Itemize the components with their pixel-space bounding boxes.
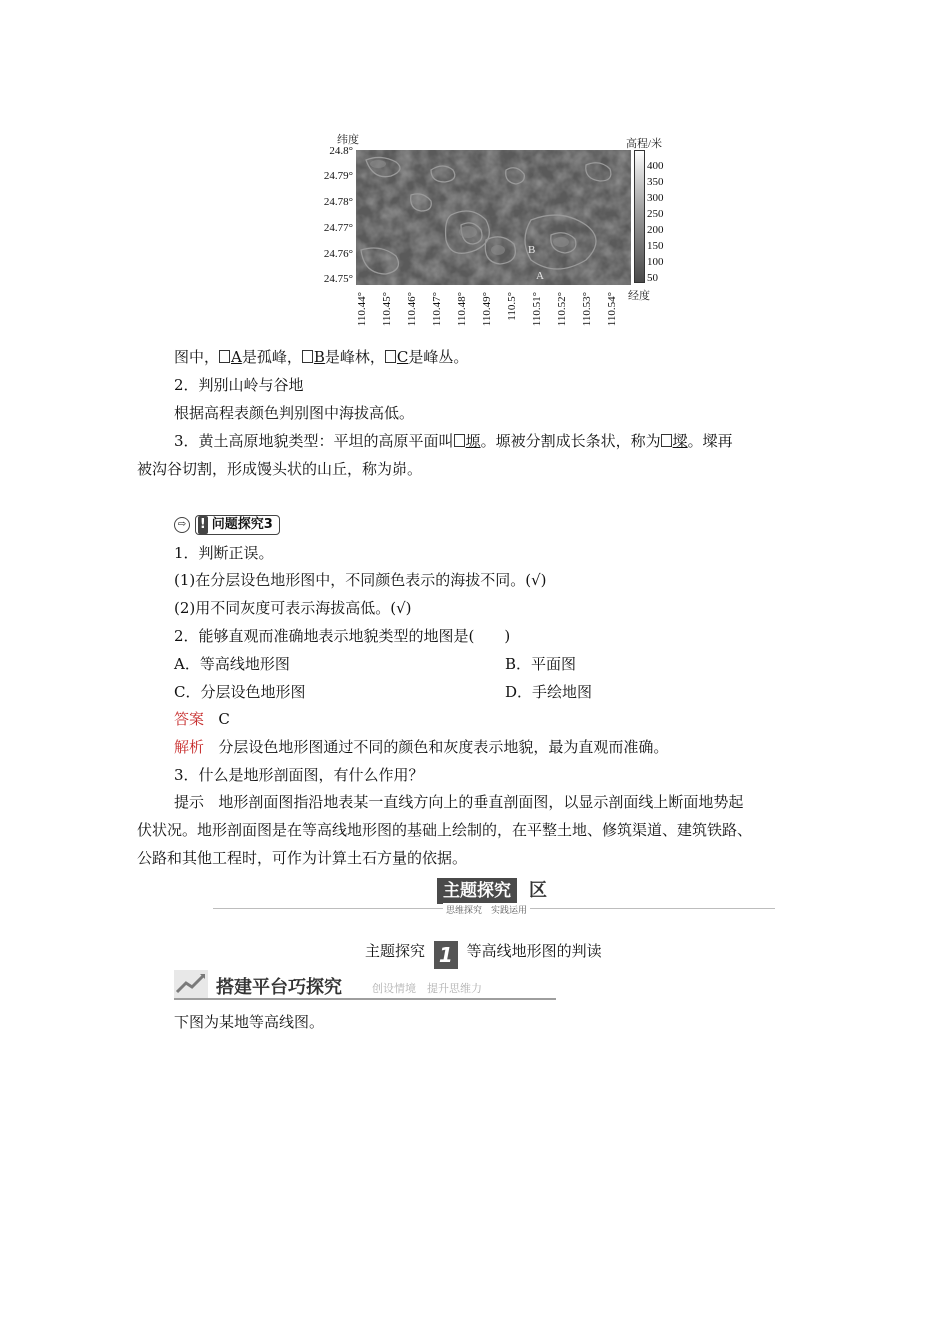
question-2: 2．能够直观而准确地表示地貌类型的地图是( ): [174, 627, 511, 645]
banner-subtitle: 思维探究 实践运用: [443, 903, 530, 916]
answer-label: 答案: [174, 710, 205, 728]
y-tick: 24.79°: [323, 170, 353, 182]
x-tick: 110.5°: [506, 292, 518, 321]
section-underline: [174, 998, 556, 1000]
x-axis-label: 经度: [628, 290, 650, 302]
question-1-2: (2)用不同灰度可表示海拔高低。(√): [174, 599, 412, 617]
y-tick: 24.75°: [323, 273, 353, 285]
legend-label: 150: [647, 240, 664, 252]
legend-label: 200: [647, 224, 664, 236]
x-tick: 110.45°: [381, 292, 393, 327]
hint-line3: 公路和其他工程时，可作为计算土石方量的依据。: [137, 849, 468, 867]
explanation-text: 分层设色地形图通过不同的颜色和灰度表示地貌，最为直观而准确。: [218, 738, 669, 756]
trend-chart-icon: [174, 970, 208, 998]
caption-text: 是孤峰，: [241, 348, 302, 366]
answer-blank-a: A: [219, 348, 242, 366]
item-3-text: 。塬被分割成长条状，称为: [480, 432, 661, 450]
section-title: 搭建平台巧探究: [216, 977, 342, 998]
option-c: C．分层设色地形图: [174, 683, 306, 701]
elevation-legend-bar: [634, 150, 645, 283]
hint-line1: [174, 792, 743, 812]
answer-blank-liang: 墚: [661, 432, 688, 450]
caption-text: 是峰林，: [324, 348, 385, 366]
figure-caption: [174, 347, 468, 367]
y-tick: 24.77°: [323, 222, 353, 234]
item-3-line1: [174, 431, 733, 451]
banner-title: 主题探究: [437, 878, 517, 904]
option-d: D．手绘地图: [505, 683, 593, 701]
legend-title: 高程/米: [626, 138, 663, 150]
question-3: 3．什么是地形剖面图，有什么作用？: [174, 766, 424, 784]
legend-label: 350: [647, 176, 664, 188]
x-tick: 110.54°: [606, 292, 618, 327]
topic-heading: [365, 940, 602, 969]
answer-value: C: [218, 710, 230, 728]
section-subtitle: 创设情境 提升思维力: [372, 982, 482, 995]
item-3-text: 3．黄土高原地貌类型：平坦的高原平面叫: [174, 432, 454, 450]
legend-label: 400: [647, 160, 664, 172]
x-tick: 110.52°: [556, 292, 568, 327]
legend-label: 100: [647, 256, 664, 268]
point-label-a: A: [536, 270, 544, 282]
caption-text: 图中，: [174, 348, 220, 366]
x-tick: 110.48°: [456, 292, 468, 327]
point-label-b: B: [528, 244, 536, 256]
legend-label: 250: [647, 208, 664, 220]
topic-number-badge: 1: [434, 941, 458, 969]
answer-line: [174, 709, 230, 729]
option-b: B．平面图: [505, 655, 577, 673]
x-tick: 110.51°: [531, 292, 543, 327]
hint-line2: 伏状况。地形剖面图是在等高线地形图的基础上绘制的，在平整土地、修筑渠道、建筑铁路、: [137, 821, 753, 839]
legend-label: 50: [647, 272, 658, 284]
hint-label: 提示: [174, 793, 205, 811]
elevation-map: [356, 150, 631, 285]
explanation-line: [174, 737, 668, 757]
y-tick: 24.78°: [323, 196, 353, 208]
topic-title: 等高线地形图的判读: [466, 942, 602, 960]
topic-prefix: 主题探究: [365, 942, 426, 960]
explanation-label: 解析: [174, 738, 205, 756]
question-1-1: (1)在分层设色地形图中，不同颜色表示的海拔不同。(√): [174, 571, 547, 589]
exclamation-icon: !: [198, 516, 208, 534]
arrow-right-icon: ⇨: [174, 517, 190, 533]
x-tick: 110.47°: [431, 292, 443, 327]
caption-text: 是峰丛。: [408, 348, 469, 366]
item-3-text: 。墚再: [687, 432, 733, 450]
question-1: 1．判断正误。: [174, 544, 274, 562]
option-a: A．等高线地形图: [174, 655, 290, 673]
section-header: [174, 970, 556, 1000]
item-2-body: 根据高程表颜色判别图中海拔高低。: [174, 404, 415, 422]
x-tick: 110.53°: [581, 292, 593, 327]
question-tag: ! 问题探究3: [195, 515, 280, 535]
x-tick: 110.49°: [481, 292, 493, 327]
answer-blank-yuan: 塬: [454, 432, 481, 450]
item-3-line2: 被沟谷切割，形成馒头状的山丘，称为峁。: [137, 460, 423, 478]
question-explore-tag: [174, 514, 280, 535]
intro-line: 下图为某地等高线图。: [174, 1013, 325, 1031]
y-tick: 24.76°: [323, 248, 353, 260]
answer-blank-c: C: [385, 348, 408, 366]
x-tick: 110.44°: [356, 292, 368, 327]
item-2-heading: 2．判别山岭与谷地: [174, 376, 304, 394]
legend-label: 300: [647, 192, 664, 204]
y-tick: 24.8°: [329, 145, 353, 157]
y-axis-label: 纬度: [337, 134, 359, 146]
x-tick: 110.46°: [406, 292, 418, 327]
answer-blank-b: B: [302, 348, 325, 366]
hint-text: 地形剖面图指沿地表某一直线方向上的垂直剖面图，以显示剖面线上断面地势起: [218, 793, 744, 811]
banner-suffix: 区: [529, 880, 547, 901]
